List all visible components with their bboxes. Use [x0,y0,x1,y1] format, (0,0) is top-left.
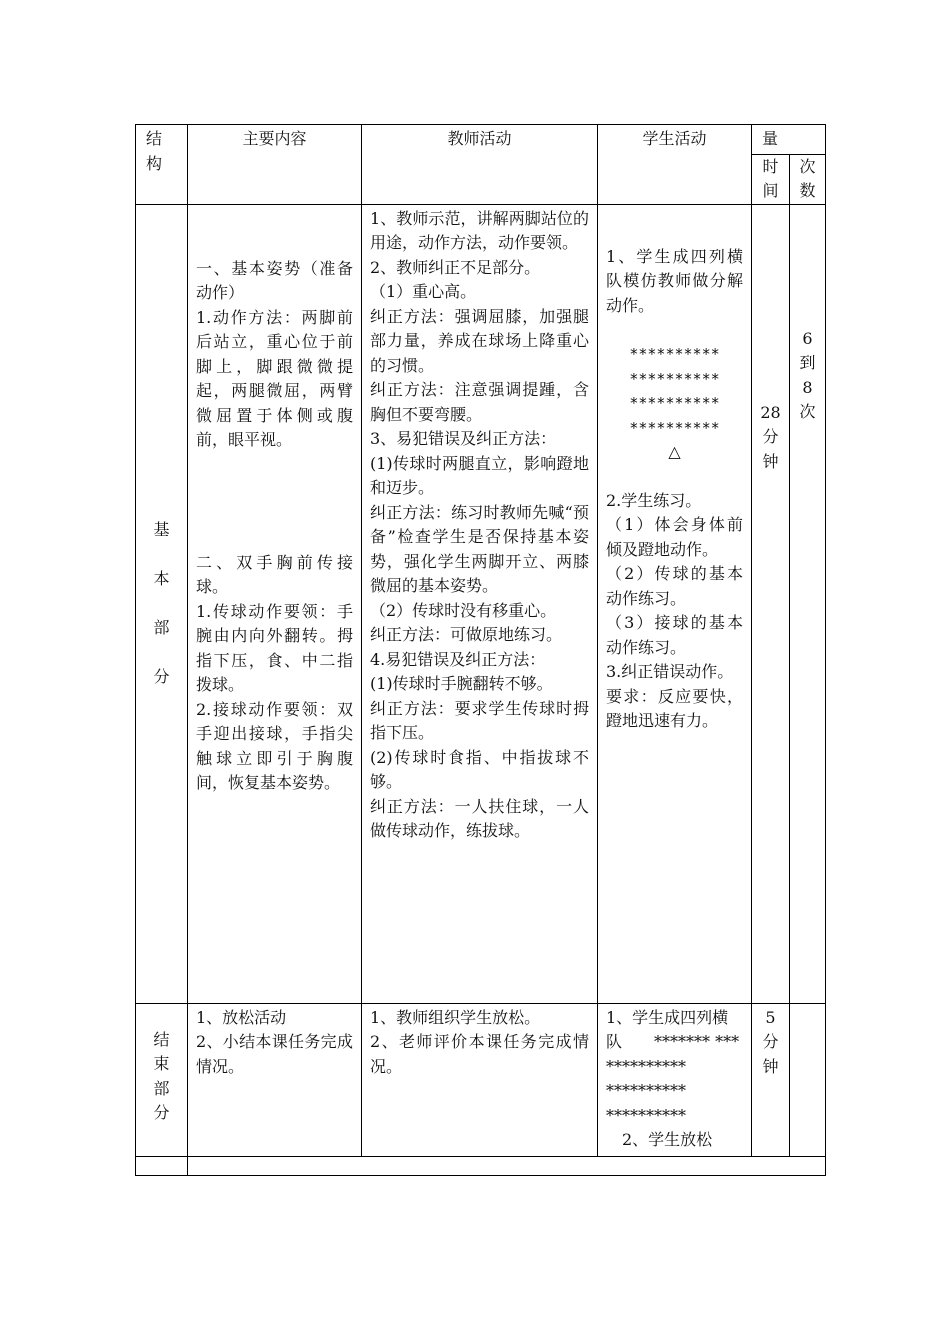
ending-part-row [136,1003,826,1156]
header-time: 时 间 [752,154,790,204]
teacher-position-mark: △ [668,442,681,461]
basic-part-row [136,204,826,1003]
empty-cell-right [188,1156,826,1175]
header-count: 次 数 [790,154,826,204]
basic-section-label: 基 本 部 分 [136,204,188,1003]
ending-count [790,1003,826,1156]
basic-student-activity [598,204,752,1003]
header-row [136,125,826,155]
ending-time: 5 分 钟 [752,1003,790,1156]
student-intro: 1、学生成四列横队模仿教师做分解动作。 [606,246,743,315]
empty-cell-left [136,1156,188,1175]
ending-main-content: 1、放松活动 2、小结本课任务完成情况。 [188,1003,362,1156]
lesson-plan-table [135,124,826,1176]
formation-row-4: ********** [629,418,720,437]
student-practice: 2.学生练习。 （1）体会身体前倾及蹬地动作。 （2）传球的基本动作练习。 （3）接球的基本动作练习。 3.纠正错误动作。 要求：反应要快，蹬地迅速有力。 [606,490,743,730]
ending-student-activity: 1、学生成四列横队 ******* *** ********** ********** ********** 2、学生放松 [598,1003,752,1156]
ending-teacher-activity: 1、教师组织学生放松。 2、老师评价本课任务完成情况。 [362,1003,598,1156]
formation-row-2: ********** [629,369,720,388]
empty-row [136,1156,826,1175]
header-student-activity: 学生活动 [598,125,752,205]
header-main-content: 主要内容 [188,125,362,205]
basic-teacher-activity: 1、教师示范，讲解两脚站位的用途，动作方法，动作要领。 2、教师纠正不足部分。 （1）重心高。 纠正方法：强调屈膝，加强腿部力量，养成在球场上降重心的习惯。 纠正方法：注意强调提踵，含胸但不要弯腰。 3、易犯错误及纠正方法： (1)传球时两腿直立，影响蹬地和迈步。 纠正方法：练习时教师先喊“预备”检查学生是否保持基本姿势，强化学生两脚开立、两膝微屈的基本姿势。 （2）传球时没有移重心。 纠正方法：可做原地练习。 4.易犯错误及纠正方法： (1)传球时手腕翻转不够。 纠正方法：要求学生传球时拇指下压。 (2)传球时食指、中指拔球不够。 纠正方法：一人扶住球，一人做传球动作，练拔球。 [362,204,598,1003]
header-teacher-activity: 教师活动 [362,125,598,205]
ending-section-label: 结 束 部 分 [136,1003,188,1156]
basic-time: 28 分 钟 [752,204,790,1003]
header-structure: 结 构 [136,125,188,205]
header-amount: 量 [752,125,826,155]
formation-row-1: ********** [629,345,720,363]
basic-main-content: 一、基本姿势（准备动作） 1.动作方法：两脚前后站立，重心位于前脚上，脚跟微微提起，两腿微屈，两臂微屈置于体侧或腹前，眼平视。 二、双手胸前传接球。 1.传球动作要领：手腕由内向外翻转。拇指下压，食、中二指拨球。 2.接球动作要领：双手迎出接球，手指尖触球立即引于胸腹间，恢复基本姿势。 [188,204,362,1003]
basic-count: 6 到 8 次 [790,204,826,1003]
formation-row-3: ********** [629,394,720,412]
